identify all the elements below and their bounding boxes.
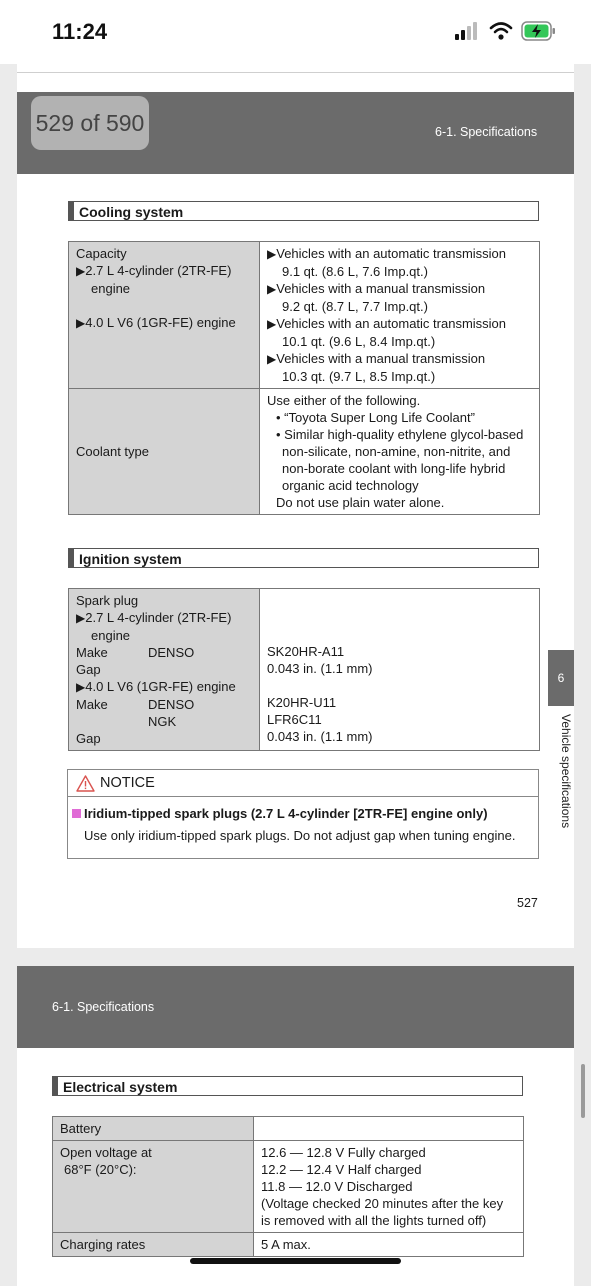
triangle-icon: ▶ bbox=[267, 317, 277, 331]
capacity-line: Vehicles with an automatic transmission bbox=[276, 316, 507, 331]
spark-plug-value-cell bbox=[260, 589, 540, 751]
make-ngk: NGK bbox=[148, 714, 177, 729]
coolant-line: Similar high-quality ethylene glycol-based bbox=[284, 427, 524, 442]
triangle-icon: ▶ bbox=[267, 247, 277, 261]
engine-2tr-label-cont: engine bbox=[91, 628, 131, 643]
engine-1gr-label: 4.0 L V6 (1GR-FE) engine bbox=[85, 315, 236, 330]
coolant-type-label: Coolant type bbox=[76, 444, 149, 459]
status-bar bbox=[0, 0, 591, 64]
cellular-signal-icon bbox=[455, 20, 481, 42]
table-row bbox=[69, 589, 540, 751]
charging-rates-value: 5 A max. bbox=[261, 1237, 311, 1252]
cooling-system-title: Cooling system bbox=[68, 201, 539, 221]
triangle-icon: ▶ bbox=[76, 680, 86, 694]
capacity-label-cell bbox=[69, 242, 260, 389]
charging-rates-value-cell bbox=[254, 1233, 524, 1257]
ignition-system-title: Ignition system bbox=[68, 548, 539, 568]
spark-plug-part-number: K20HR-U11 bbox=[267, 695, 337, 710]
status-time: 11:24 bbox=[52, 19, 108, 44]
voltage-note: is removed with all the lights turned off) bbox=[261, 1213, 487, 1228]
electrical-system-title: Electrical system bbox=[52, 1076, 523, 1096]
capacity-value-cell bbox=[260, 242, 540, 389]
triangle-icon: ▶ bbox=[267, 282, 277, 296]
coolant-line: Use either of the following. bbox=[267, 393, 421, 408]
chapter-tab[interactable]: 6 bbox=[548, 650, 574, 706]
triangle-icon: ▶ bbox=[76, 264, 86, 278]
voltage-line: 11.8 — 12.0 V Discharged bbox=[261, 1179, 413, 1194]
battery-value-cell bbox=[254, 1117, 524, 1141]
gap-label: Gap bbox=[76, 662, 101, 677]
spark-plug-label-cell bbox=[69, 589, 260, 751]
voltage-line: 12.2 — 12.4 V Half charged bbox=[261, 1162, 422, 1177]
notice-body: Use only iridium-tipped spark plugs. Do not adjust gap when tuning engine. bbox=[84, 828, 516, 843]
voltage-note: (Voltage checked 20 minutes after the key bbox=[261, 1196, 504, 1211]
notice-subheading: Iridium-tipped spark plugs (2.7 L 4-cylinder [2TR-FE] engine only) bbox=[84, 806, 488, 821]
notice-box bbox=[67, 769, 539, 859]
cooling-system-table bbox=[68, 241, 540, 515]
scrollbar-thumb[interactable] bbox=[581, 1064, 585, 1118]
engine-2tr-label-cont: engine bbox=[91, 281, 131, 296]
capacity-label: Capacity bbox=[76, 246, 127, 261]
section-label: 6-1. Specifications bbox=[52, 1000, 155, 1014]
notice-header bbox=[68, 770, 538, 797]
table-row bbox=[53, 1233, 524, 1257]
make-label: Make bbox=[76, 697, 108, 712]
table-row bbox=[53, 1141, 524, 1233]
chapter-label: Vehicle specifications bbox=[559, 714, 573, 829]
electrical-system-table bbox=[52, 1116, 524, 1257]
capacity-value: 10.1 qt. (9.6 L, 8.4 Imp.qt.) bbox=[282, 334, 436, 349]
coolant-line: organic acid technology bbox=[282, 478, 419, 493]
capacity-value: 10.3 qt. (9.7 L, 8.5 Imp.qt.) bbox=[282, 369, 436, 384]
battery-charging-icon bbox=[521, 20, 557, 42]
battery-label-cell bbox=[53, 1117, 254, 1141]
manual-page-next bbox=[17, 966, 574, 1286]
coolant-type-value-cell: Use either of the following. • “Toyota Super Long Life Coolant” • Similar high-quality ethylene glycol-based non-silicate, non-amine, non-nitrite, and non-borate coolant with long-life hybrid organic acid technology Do not use plain water alone. bbox=[260, 389, 540, 515]
open-voltage-label-cell bbox=[53, 1141, 254, 1233]
triangle-icon: ▶ bbox=[76, 316, 86, 330]
capacity-line: Vehicles with an automatic transmission bbox=[276, 246, 507, 261]
open-voltage-temp: 68°F (20°C): bbox=[64, 1162, 137, 1177]
spark-plug-label: Spark plug bbox=[76, 593, 139, 608]
gap-label: Gap bbox=[76, 731, 101, 746]
coolant-type-label-cell bbox=[69, 389, 260, 515]
manual-page-527 bbox=[17, 60, 574, 948]
coolant-line: “Toyota Super Long Life Coolant” bbox=[284, 410, 475, 425]
coolant-line: non-silicate, non-amine, non-nitrite, and bbox=[282, 444, 511, 459]
coolant-line: non-borate coolant with long-life hybrid bbox=[282, 461, 506, 476]
notice-heading: NOTICE bbox=[100, 775, 155, 791]
spark-plug-part-number: LFR6C11 bbox=[267, 712, 322, 727]
capacity-line: Vehicles with a manual transmission bbox=[276, 351, 486, 366]
square-bullet-icon bbox=[72, 809, 81, 818]
capacity-value: 9.2 qt. (8.7 L, 7.7 Imp.qt.) bbox=[282, 299, 428, 314]
page-number: 527 bbox=[517, 896, 538, 910]
gap-value: 0.043 in. (1.1 mm) bbox=[267, 661, 373, 676]
page-header bbox=[17, 966, 574, 1048]
make-denso: DENSO bbox=[148, 697, 195, 712]
capacity-value: 9.1 qt. (8.6 L, 7.6 Imp.qt.) bbox=[282, 264, 428, 279]
open-voltage-label: Open voltage at bbox=[60, 1145, 152, 1160]
ignition-system-table bbox=[68, 588, 540, 751]
open-voltage-value-cell bbox=[254, 1141, 524, 1233]
previous-page-edge bbox=[17, 60, 574, 73]
notice-subheading-row bbox=[68, 797, 538, 821]
charging-rates-label: Charging rates bbox=[60, 1237, 146, 1252]
warning-icon bbox=[76, 775, 95, 792]
gap-value: 0.043 in. (1.1 mm) bbox=[267, 729, 373, 744]
table-row bbox=[53, 1117, 524, 1141]
triangle-icon: ▶ bbox=[76, 611, 86, 625]
engine-1gr-label: 4.0 L V6 (1GR-FE) engine bbox=[85, 679, 236, 694]
table-row bbox=[69, 242, 540, 389]
capacity-line: Vehicles with a manual transmission bbox=[276, 281, 486, 296]
home-indicator[interactable] bbox=[190, 1258, 401, 1264]
page-header bbox=[17, 92, 574, 174]
charging-rates-label-cell bbox=[53, 1233, 254, 1257]
make-label: Make bbox=[76, 645, 108, 660]
wifi-icon bbox=[489, 21, 513, 41]
coolant-line: Do not use plain water alone. bbox=[276, 495, 445, 510]
battery-label: Battery bbox=[60, 1121, 102, 1136]
engine-2tr-label: 2.7 L 4-cylinder (2TR-FE) bbox=[85, 263, 232, 278]
table-row bbox=[69, 389, 540, 515]
make-denso: DENSO bbox=[148, 645, 195, 660]
voltage-line: 12.6 — 12.8 V Fully charged bbox=[261, 1145, 426, 1160]
triangle-icon: ▶ bbox=[267, 352, 277, 366]
engine-2tr-label: 2.7 L 4-cylinder (2TR-FE) bbox=[85, 610, 232, 625]
section-label: 6-1. Specifications bbox=[435, 125, 538, 139]
spark-plug-part-number: SK20HR-A11 bbox=[267, 644, 345, 659]
page-counter: 529 of 590 bbox=[31, 96, 149, 150]
